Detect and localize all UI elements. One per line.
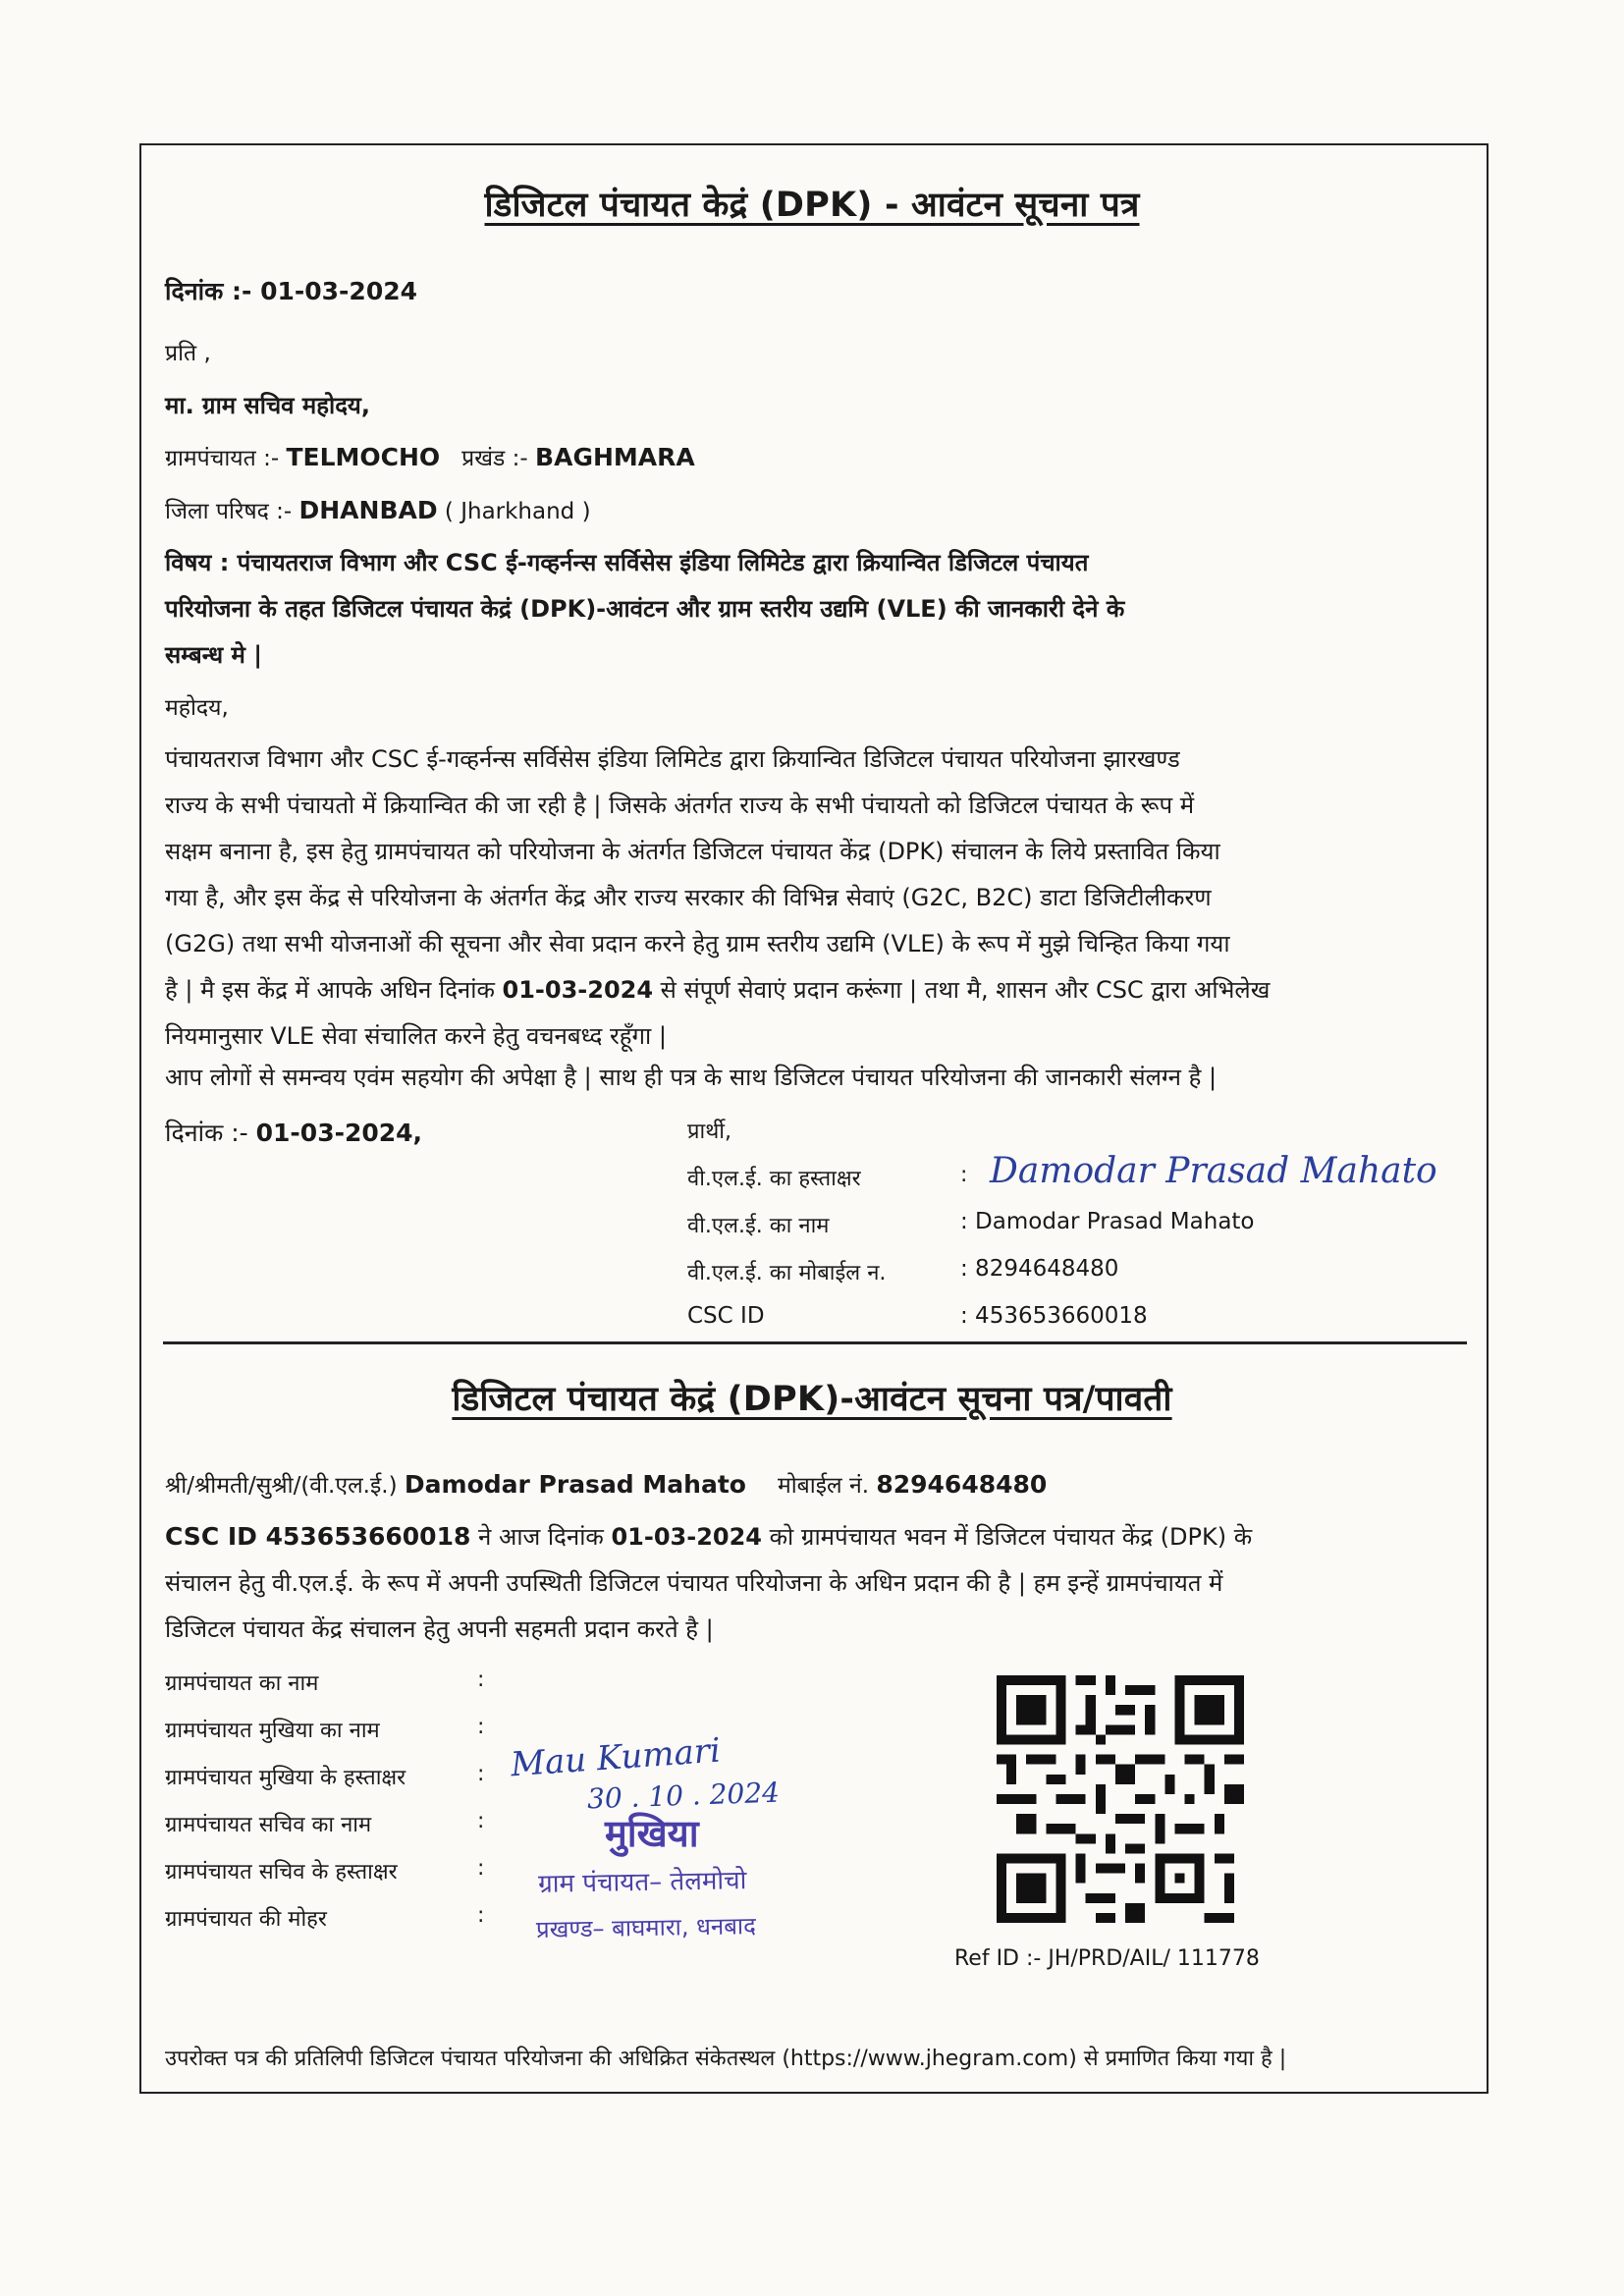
- field-secretary-signature-label: ग्रामपंचायत सचिव के हस्ताक्षर: [165, 1860, 398, 1885]
- stamp-line-1: ग्राम पंचायत– तेलमोचो: [537, 1866, 747, 1899]
- body-line: गया है, और इस केंद्र से परियोजना के अंतर्गत केंद्र और राज्य सरकार की विभिन्न सेवाएं (G2C, B2C) डाटा डिजिटीलीकरण: [165, 884, 1212, 911]
- body-line: राज्य के सभी पंचायतो में क्रियान्वित की जा रही है | जिसके अंतर्गत राज्य के सभी पंचायतो को डिजिटल पंचायत के रूप में: [165, 792, 1195, 819]
- receipt-title: डिजिटल पंचायत केद्रं (DPK)-आवंटन सूचना पत्र/पावती: [452, 1380, 1172, 1419]
- mukhiya-handwritten-signature: Mau Kumari: [509, 1730, 723, 1785]
- receipt-text-line-1: [165, 1520, 1252, 1553]
- closing-line: आप लोगों से समन्वय एवंम सहयोग की अपेक्षा है | साथ ही पत्र के साथ डिजिटल पंचायत परियोजना की जानकारी संलग्न है |: [165, 1064, 1218, 1091]
- receipt-text: ने आज दिनांक: [470, 1523, 612, 1551]
- receipt-name-line: [165, 1468, 1047, 1500]
- body-date: 01-03-2024: [502, 976, 654, 1004]
- receipt-name-prefix: श्री/श्रीमती/सुश्री/(वी.एल.ई.): [165, 1473, 405, 1499]
- block-value: BAGHMARA: [535, 443, 695, 471]
- addressee: मा. ग्राम सचिव महोदय,: [165, 392, 370, 419]
- body-text: से संपूर्ण सेवाएं प्रदान करूंगा | तथा मै, शासन और CSC द्वारा अभिलेख: [653, 976, 1271, 1004]
- receipt-date: 01-03-2024: [611, 1523, 762, 1551]
- csc-id-value: : 453653660018: [960, 1303, 1148, 1329]
- date2-label: दिनांक :-: [165, 1119, 256, 1147]
- district-label: जिला परिषद :-: [165, 499, 299, 524]
- stamp-line-2: प्रखण्ड– बाघमारा, धनबाद: [535, 1912, 757, 1943]
- field-colon: :: [477, 1903, 485, 1928]
- body-line: पंचायतराज विभाग और CSC ई-गव्हर्नन्स सर्विसेस इंडिया लिमिटेड द्वारा क्रियान्वित डिजिटल पंचायत परियोजना झारखण्ड: [165, 745, 1180, 773]
- district-line: [165, 494, 591, 525]
- date-label: दिनांक :-: [165, 277, 261, 305]
- vle-mobile-label: वी.एल.ई. का मोबाईल न.: [687, 1261, 887, 1285]
- date-line: [165, 274, 417, 307]
- applicant-label: प्रार्थी,: [687, 1120, 731, 1144]
- receipt-text-line-2: संचालन हेतु वी.एल.ई. के रूप में अपनी उपस्थिती डिजिटल पंचायत परियोजना के अधिन प्रदान की है | हम इन्हें ग्रामपंचायत में: [165, 1569, 1223, 1597]
- receipt-mobile: 8294648480: [876, 1470, 1048, 1499]
- panchayat-line: [165, 441, 695, 472]
- vle-signature-label: वी.एल.ई. का हस्ताक्षर: [687, 1167, 861, 1191]
- vle-name-label: वी.एल.ई. का नाम: [687, 1214, 830, 1238]
- stamp-title: मुखिया: [605, 1812, 699, 1855]
- vle-name-value: : Damodar Prasad Mahato: [960, 1209, 1255, 1234]
- field-seal-label: ग्रामपंचायत की मोहर: [165, 1907, 327, 1932]
- date2-value: 01-03-2024,: [255, 1119, 423, 1147]
- page-title: डिजिटल पंचायत केद्रं (DPK) - आवंटन सूचना पत्र: [484, 186, 1140, 225]
- state-value: ( Jharkhand ): [437, 499, 591, 524]
- ref-id: Ref ID :- JH/PRD/AIL/ 111778: [954, 1946, 1260, 1971]
- salutation: महोदय,: [165, 695, 229, 721]
- receipt-mobile-label: मोबाईल नं.: [777, 1473, 877, 1499]
- subject-line-3: सम्बन्ध मे |: [165, 641, 262, 669]
- panchayat-value: TELMOCHO: [286, 443, 441, 471]
- vle-mobile-value: : 8294648480: [960, 1256, 1119, 1282]
- body-line: नियमानुसार VLE सेवा संचालित करने हेतु वचनबध्द रहूँगा |: [165, 1022, 667, 1050]
- qr-code: [997, 1675, 1244, 1923]
- subject-line-2: परियोजना के तहत डिजिटल पंचायत केद्रं (DPK)-आवंटन और ग्राम स्तरीय उद्यमि (VLE) की जानकारी देने के: [165, 595, 1125, 623]
- panchayat-label: ग्रामपंचायत :-: [165, 446, 287, 471]
- body-line: [165, 967, 1270, 1013]
- prati: प्रति ,: [165, 341, 211, 366]
- vle-signature-colon: :: [960, 1163, 968, 1187]
- receipt-csc-id: CSC ID 453653660018: [165, 1522, 471, 1551]
- district-value: DHANBAD: [298, 496, 438, 524]
- field-colon: :: [477, 1667, 485, 1692]
- field-colon: :: [477, 1809, 485, 1833]
- block-label: प्रखंड :-: [461, 446, 536, 471]
- vle-handwritten-signature: Damodar Prasad Mahato: [990, 1151, 1437, 1191]
- field-colon: :: [477, 1715, 485, 1739]
- field-colon: :: [477, 1856, 485, 1881]
- receipt-text: को ग्रामपंचायत भवन में डिजिटल पंचायत केंद्र (DPK) के: [762, 1523, 1253, 1551]
- mukhiya-handwritten-date: 30 . 10 . 2024: [586, 1776, 781, 1816]
- footer-note: उपरोक्त पत्र की प्रतिलिपी डिजिटल पंचायत परियोजना की अधिक्रित संकेतस्थल (https://www.jhegram.com) से प्रमाणित किया गया है |: [165, 2047, 1287, 2071]
- field-mukhiya-signature-label: ग्रामपंचायत मुखिया के हस्ताक्षर: [165, 1766, 406, 1790]
- field-colon: :: [477, 1762, 485, 1786]
- field-panchayat-name-label: ग्रामपंचायत का नाम: [165, 1671, 319, 1696]
- field-mukhiya-name-label: ग्रामपंचायत मुखिया का नाम: [165, 1719, 380, 1743]
- field-secretary-name-label: ग्रामपंचायत सचिव का नाम: [165, 1813, 372, 1837]
- date2-line: [165, 1116, 422, 1149]
- body-line: (G2G) तथा सभी योजनाओं की सूचना और सेवा प्रदान करने हेतु ग्राम स्तरीय उद्यमि (VLE) के रूप में मुझे चिन्हित किया गया: [165, 930, 1230, 957]
- receipt-vle-name: Damodar Prasad Mahato: [404, 1470, 746, 1499]
- date-value: 01-03-2024: [260, 277, 418, 305]
- receipt-text-line-3: डिजिटल पंचायत केंद्र संचालन हेतु अपनी सहमती प्रदान करते है |: [165, 1615, 714, 1643]
- section-divider: [163, 1341, 1467, 1344]
- csc-id-label: CSC ID: [687, 1303, 765, 1329]
- body-paragraph: [165, 737, 1270, 1060]
- subject-line-1: विषय : पंचायतराज विभाग और CSC ई-गव्हर्नन्स सर्विसेस इंडिया लिमिटेड द्वारा क्रियान्वित डिजिटल पंचायत: [165, 549, 1089, 576]
- body-text: है | मै इस केंद्र में आपके अधिन दिनांक: [165, 976, 503, 1004]
- body-line: सक्षम बनाना है, इस हेतु ग्रामपंचायत को परियोजना के अंतर्गत डिजिटल पंचायत केंद्र (DPK) संचालन के लिये प्रस्तावित किया: [165, 838, 1220, 865]
